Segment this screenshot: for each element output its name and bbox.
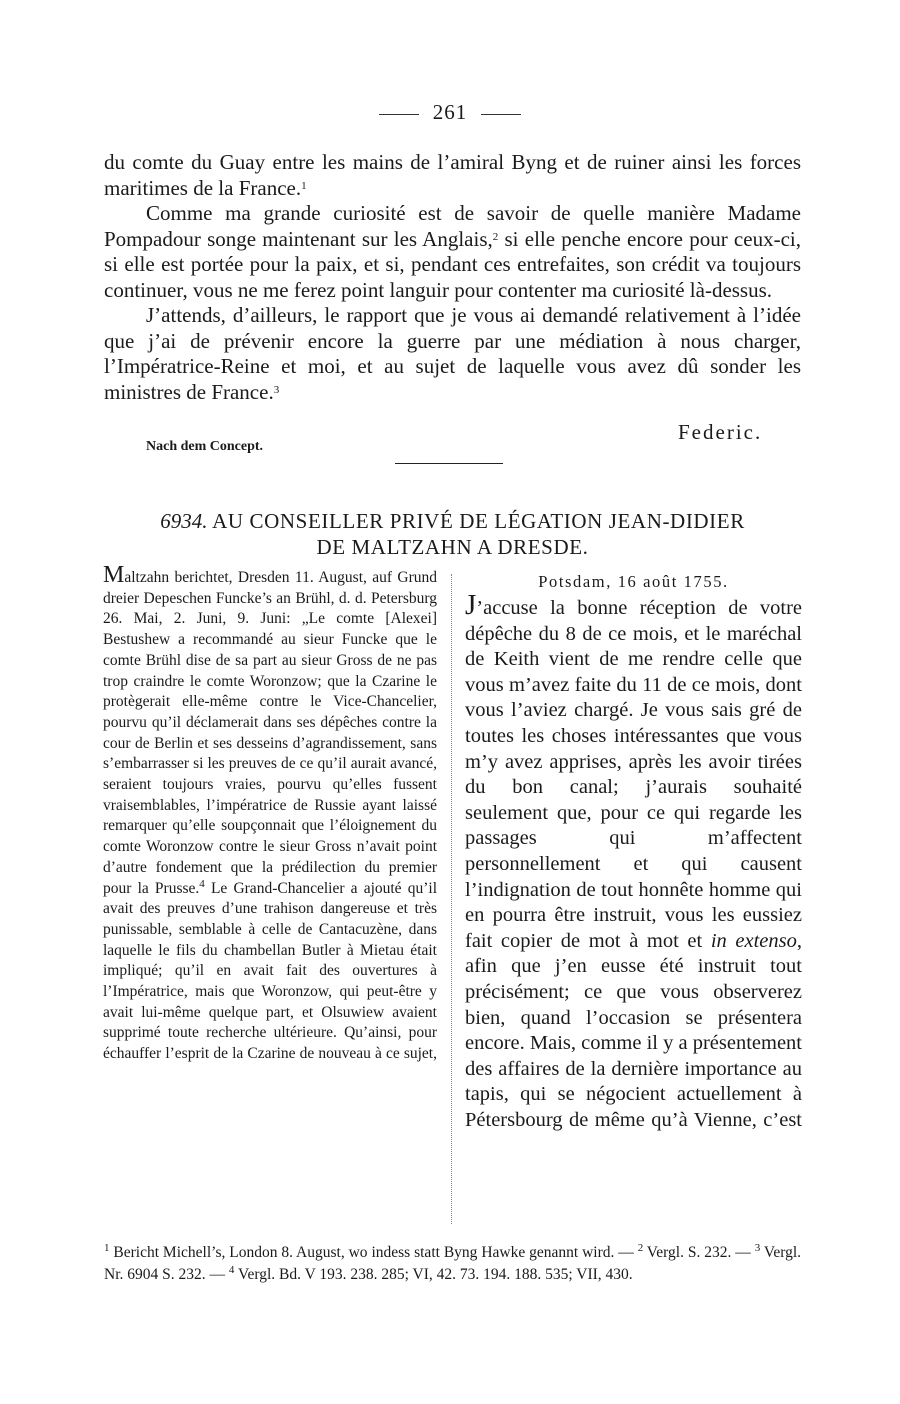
footnotes bbox=[104, 1242, 801, 1285]
header-dash-left bbox=[379, 114, 419, 115]
letter-italic-phrase: in extenso bbox=[710, 929, 797, 952]
footnote-2-number: 2 bbox=[637, 1242, 644, 1254]
column-separator bbox=[451, 574, 452, 1224]
footnote-1-text: Bericht Michell’s, London 8. August, wo indess statt Byng Hawke genannt wird. — bbox=[109, 1244, 638, 1261]
continuation-paragraph-1 bbox=[104, 150, 801, 201]
header-dash-right bbox=[481, 114, 521, 115]
source-note: Nach dem Concept. bbox=[146, 439, 264, 454]
section-divider bbox=[395, 463, 503, 464]
footnote-2-text: Vergl. S. 232. — bbox=[643, 1244, 755, 1261]
page-number: 261 bbox=[432, 100, 468, 124]
letter-body bbox=[465, 589, 802, 1133]
letter-number: 6934. bbox=[160, 509, 208, 533]
letter-title-line-1: AU CONSEILLER PRIVÉ DE LÉGATION JEAN-DIDIER bbox=[212, 509, 745, 533]
continuation-text-2b: si elle penche encore pour ceux-ci, si elle est portée pour la paix, et si, pendant ces entrefaites, son crédit va toujours continuer, vous ne me ferez point languir pour contenter ma curiosité là-dessus. bbox=[104, 226, 801, 302]
letter-title-line-2: DE MALTZAHN A DRESDE. bbox=[316, 535, 589, 559]
letter-text-a: ’accuse la bonne réception de votre dépêche du 8 de ce mois, et le maréchal de Keith vient de me rendre celle que vous m’avez faite du 11 de ce mois, dont vous l’aviez chargé. Je vous sais gré de toutes les choses intéressantes que vous m’y avez apprises, après les avoir tirées du bon canal; j’aurais souhaité seulement que, pour ce qui regarde les passages qui m’affectent personnellement et qui causent l’indignation de tout honnête homme qui en pourra être instruit, vous les eussiez fait copier de mot à mot et bbox=[465, 597, 802, 952]
footnote-4-number: 4 bbox=[228, 1263, 235, 1276]
signature: Federic. bbox=[678, 420, 763, 444]
footnote-3-text: Vergl. Nr. 6904 S. 232. — bbox=[104, 1244, 802, 1283]
previous-letter-continuation bbox=[104, 150, 801, 405]
letter-initial: J bbox=[465, 589, 477, 621]
letter-column bbox=[465, 572, 802, 1133]
letter-heading bbox=[100, 508, 805, 560]
footnote-3-number: 3 bbox=[754, 1242, 761, 1254]
continuation-text-3: J’attends, d’ailleurs, le rapport que je vous ai demandé relativement à l’idée que j’ai de prévenir encore la guerre par une médiation à nous charger, l’Impératrice-Reine et moi, et au sujet de laquelle vous avez dû sonder les ministres de France. bbox=[104, 303, 801, 404]
footnote-marker-1: 1 bbox=[301, 179, 307, 192]
summary-initial: M bbox=[103, 562, 125, 588]
footnote-4-text: Vergl. Bd. V 193. 238. 285; VI, 42. 73. 194. 188. 535; VII, 430. bbox=[234, 1265, 633, 1283]
letter-dateline: Potsdam, 16 août 1755. bbox=[538, 572, 729, 591]
continuation-paragraph-2 bbox=[104, 201, 801, 303]
letter-text-b: , afin que j’en eusse été instruit tout précisément; ce que vous observerez bien, quand l’occasion se présentera encore. Mais, comme il y a présentement des affaires de la dernière importance au tapis, qui se négocient actuellement à Pétersbourg de même qu’à Vienne, c’est bbox=[465, 929, 802, 1131]
summary-text-b: Le Grand-Chancelier a ajouté qu’il avait des preuves d’une trahison dangereuse et très punissable, semblable à celle de Cantacuzène, dans laquelle le fils du chambellan Butler à Mietau était impliqué; qu’il en avait fait des ouvertures à l’Impératrice, mais que Woronzow, qui peut-être y avait lui-même quelque part, et Olsuwiew avaient supprimé toute recherche ultérieure. Qu’ainsi, pour échauffer l’esprit de la Czarine de nouveau à ce sujet, bbox=[103, 879, 437, 1063]
footnote-1-number: 1 bbox=[104, 1242, 110, 1254]
footnote-marker-3: 3 bbox=[273, 383, 280, 396]
continuation-text-2a: Comme ma grande curiosité est de savoir de quelle manière Madame Pompadour songe maintenant sur les Anglais, bbox=[104, 201, 801, 251]
continuation-text-1: du comte du Guay entre les mains de l’amiral Byng et de ruiner ainsi les forces maritimes de la France. bbox=[104, 150, 801, 200]
footnote-marker-4: 4 bbox=[199, 877, 205, 890]
report-summary-column bbox=[103, 562, 437, 1065]
summary-text-a: altzahn berichtet, Dresden 11. August, auf Grund dreier Depeschen Funcke’s an Brühl, d. d. Petersburg 26. Mai, 2. Juni, 9. Juni: „Le comte [Alexei] Bestushew a recommandé au sieur Funcke que le comte Brühl dise de sa part au sieur Gross de ne pas trop craindre le comte Woronzow; que la Czarine le protègerait elle-même contre le Vice-Chancelier, pourvu qu’il déclamerait dans ses dépêches contre la cour de Berlin et ses desseins d’agrandissement, sans s’embarrasser si les preuves de ce qu’il aurait avancé, seraient toujours vraies, pourvu qu’elles fussent vraisemblables, l’impératrice de Russie ayant laissé remarquer qu’elle soupçonnait que l’éloignement du comte Woronzow contre le sieur Gross n’avait point d’autre fondement que la prédilection du premier pour la Prusse. bbox=[103, 569, 437, 897]
page-header bbox=[0, 100, 900, 125]
footnote-marker-2: 2 bbox=[492, 230, 499, 243]
continuation-paragraph-3 bbox=[104, 303, 801, 405]
